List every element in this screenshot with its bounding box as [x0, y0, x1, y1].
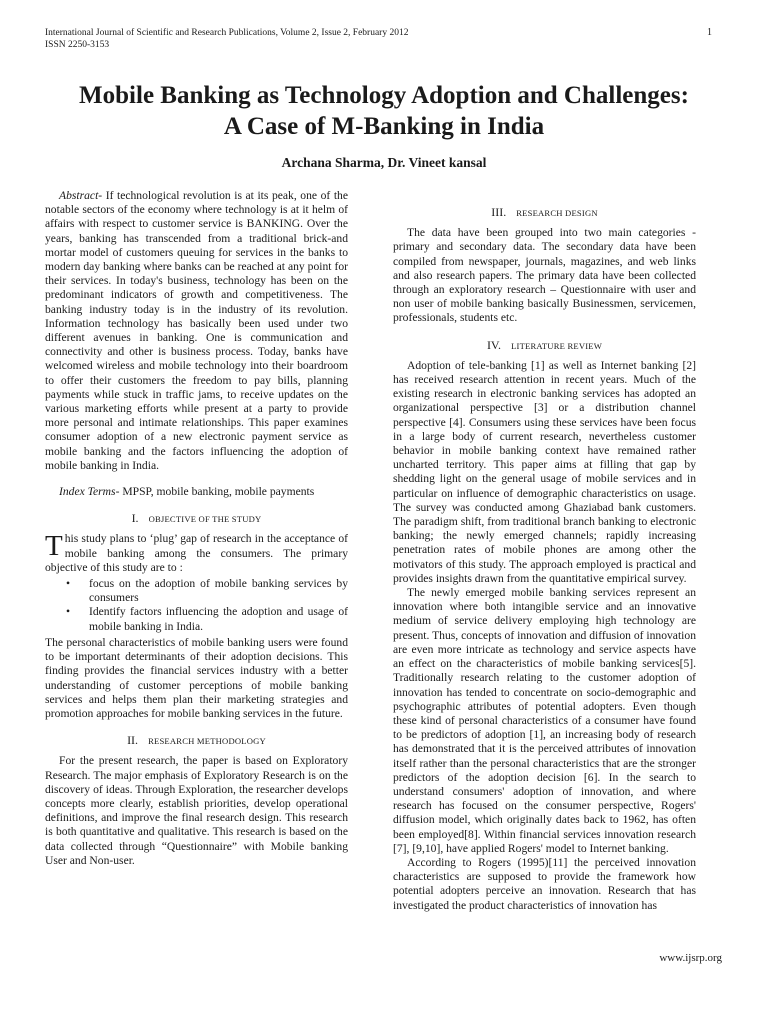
right-column — [393, 205, 696, 913]
literature-paragraph-3: According to Rogers (1995)[11] the perceived innovation characteristics are supposed to provide the framework how potential adopters perceive an innovation. Research that has investigated the product characteristics of innovation has — [393, 855, 696, 912]
design-paragraph: The data have been grouped into two main categories - primary and secondary data. The secondary data have been compiled from newspaper, journals, magazines, and web links and also research papers. The primary data have been collected through an exploratory research – Questionnaire with user and non user of mobile banking basically Businessmen, servicemen, professionals, students etc. — [393, 226, 696, 325]
section-heading-methodology: II. RESEARCH METHODOLOGY — [127, 733, 266, 748]
index-terms-text: MPSP, mobile banking, mobile payments — [119, 485, 315, 499]
abstract-label: Abstract- — [59, 189, 103, 202]
title-line-2: A Case of M-Banking in India — [223, 113, 545, 140]
section-heading-objective: I. OBJECTIVE OF THE STUDY — [131, 511, 262, 526]
running-header — [45, 27, 408, 51]
literature-paragraph-2: The newly emerged mobile banking services represent an innovation where both intangible service and an innovative medium of service delivery employing high technology are present. Thus, concepts of innovation and diffusion of innovation are even more intricate as technology and service aspects have an effect on the characteristics of mobile banking services[5]. Traditionally research relating to the customer adoption of innovation has tended to concentrate on socio-demographic and psychographic attributes of potential adopters. Even though these kind of personal characteristics of a consumer have found to be predictors of adoption [1], an increasing body of research has demonstrated that it is the perceived attributes of innovation itself rather than the personal characteristics that are the stronger predictors of the adoption decision [6]. In the search to understand consumers' adoption of innovation, and where research has focused on the consumer perspective, Rogers' diffusion model, which originally dates back to 1962, has often been employed[8]. Within financial services innovation research [7], [9,10], have applied Rogers' model to Internet banking. — [393, 586, 696, 855]
abstract-text: If technological revolution is at its peak, one of the notable sectors of the economy where technology is at it helm of affairs with respect to customer service is BANKING. Over the years, banking has transcended from a traditional brick-and mortar model of customers queuing for services in the banks to modern day banking where banks can be reached at any point for their services. In today's business, technology has been on the predominant indicators of growth and competitiveness. The banking industry today is in the industry of its revolution. Information technology has basically been used under two different avenues in banking. One is communication and connectivity and other is business process. Today, banks have welcomed wireless and mobile technology into their boardroom to offer their customers the freedom to pay bills, planning payments while stuck in traffic jams, to receive updates on the various marketing efforts while present at a party to provide more personal and intimate relationships. This paper examines consumer adoption of a new electronic payment service as mobile banking and the factors influencing the adoption of mobile banking in India. — [45, 189, 348, 472]
index-terms-label: Index Terms- — [59, 485, 120, 499]
list-item: • focus on the adoption of mobile banking services by consumers — [89, 577, 348, 605]
section-heading-literature: IV. LITERATURE REVIEW — [486, 337, 603, 352]
methodology-paragraph: For the present research, the paper is based on Exploratory Research. The major emphasis of Exploratory Research is on the discovery of ideas. Through Exploration, the researcher develops concepts more clearly, establish priorities, develop operational definitions, and improve the final research design. This research is both quantitative and qualitative. This research is based on the data collected through “Questionnaire” with Mobile banking User and Non-user. — [45, 754, 348, 867]
literature-paragraph-1: Adoption of tele-banking [1] as well as Internet banking [2] has received research attention in recent years. Much of the existing research in electronic banking services has adopted an organizational perspective [3] or a distribution channel perspective [4]. Consumers using these services have been focus in a large body of current research, nevertheless customer behavior in mobile banking context have remained rather uncharted territory. This paper aims at filling that gap by shedding light on the general usage of mobile services and in particular on influence of demographic characteristics on usage. The survey was conducted among Ghaziabad bank customers. The paradigm shift, from traditional branch banking to electronic banking; the newly emerged channels; rapidly increasing penetration rates of mobile phones are among other the motivators of this study. The approach employed is practical and provides insights drawn from the quantitative empirical survey. — [393, 358, 696, 585]
objective-paragraph: The personal characteristics of mobile banking users were found to be important determinants of their adoption decisions. This finding provides the financial services industry with a better understanding of customer perceptions of mobile banking services and helps them plan their marketing strategies and promotion approaches for mobile banking services in the future. — [45, 635, 348, 720]
abstract — [45, 189, 348, 473]
journal-line: International Journal of Scientific and Research Publications, Volume 2, Issue 2, February 2012 — [45, 28, 409, 38]
objective-list — [45, 577, 348, 634]
issn: ISSN 2250-3153 — [45, 40, 110, 50]
section-heading-design: III. RESEARCH DESIGN — [491, 205, 598, 219]
paper-title — [30, 80, 738, 142]
title-line-1: Mobile Banking as Technology Adoption and Challenges: — [79, 82, 689, 109]
footer-url: www.ijsrp.org — [659, 952, 722, 964]
authors: Archana Sharma, Dr. Vineet kansal — [281, 155, 487, 170]
left-column — [45, 189, 348, 868]
index-terms — [45, 485, 348, 499]
objective-intro: This study plans to ‘plug’ gap of research in the acceptance of mobile banking among the consumers. The primary objective of this study are to : — [45, 530, 348, 574]
page-number: 1 — [707, 27, 712, 38]
list-item: • Identify factors influencing the adoption and usage of mobile banking in India. — [89, 605, 348, 633]
drop-cap: T — [45, 530, 63, 563]
